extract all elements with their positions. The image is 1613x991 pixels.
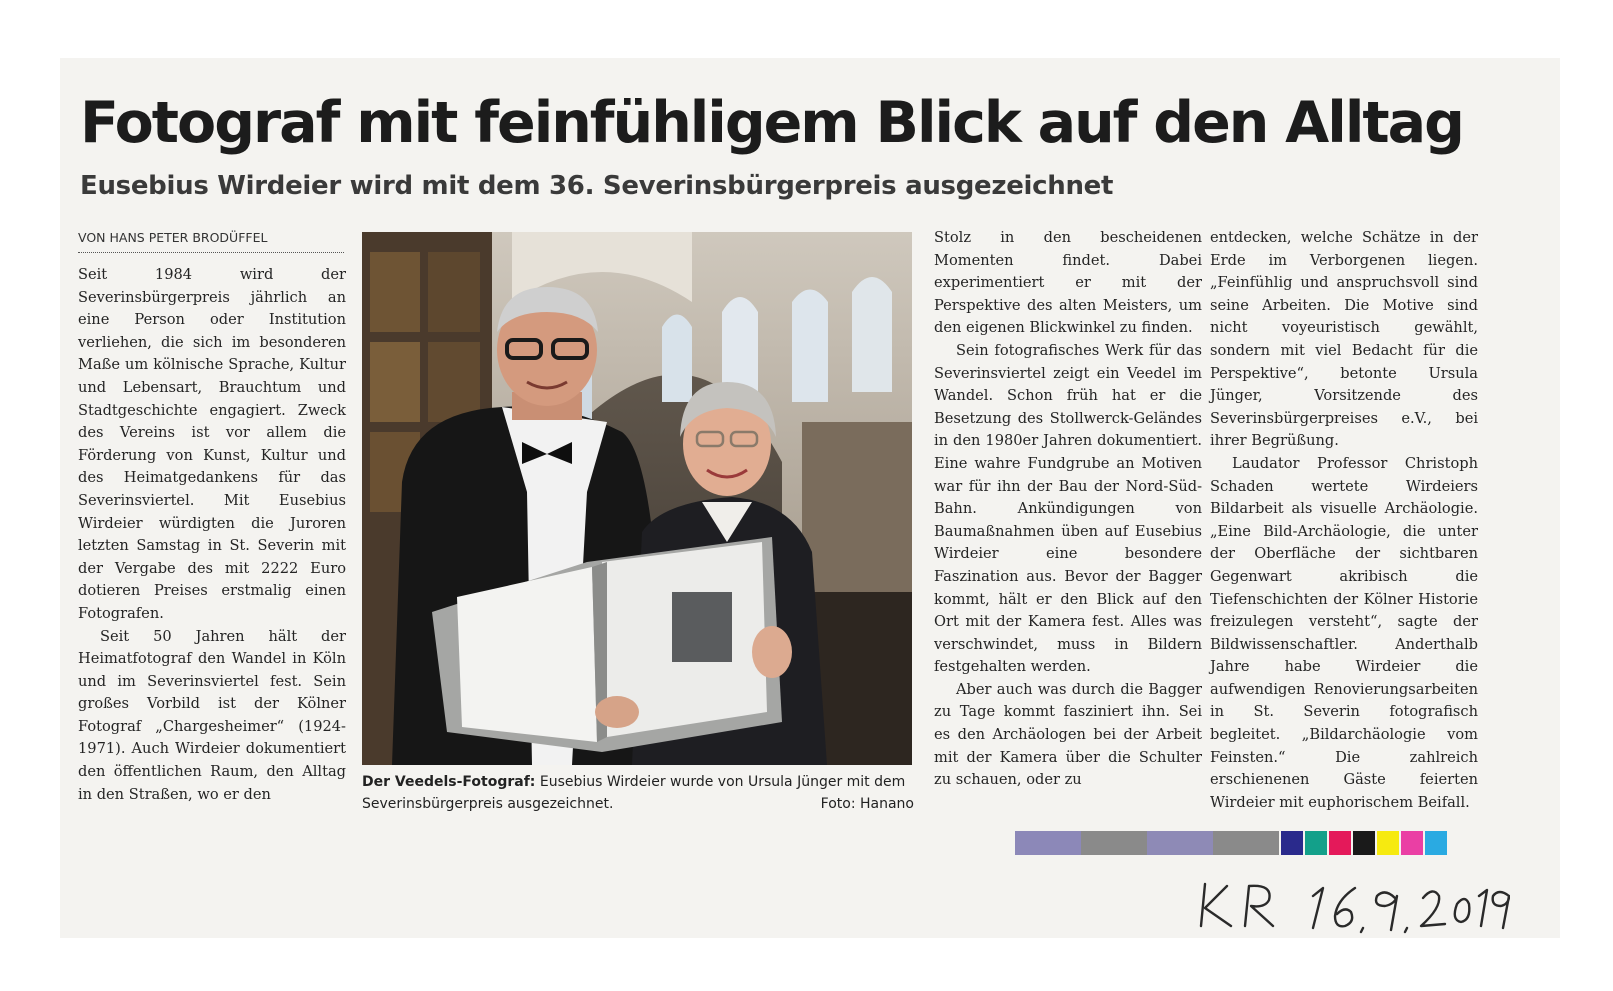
color-swatch: [1329, 831, 1351, 855]
article-byline: VON HANS PETER BRODÜFFEL: [78, 229, 344, 253]
article-headline: Fotograf mit feinfühligem Blick auf den Alltag: [80, 90, 1463, 156]
color-swatch: [1081, 831, 1147, 855]
paragraph: entdecken, welche Schätze in der Erde im Verborgenen liegen. „Feinfühlig und anspruchsvoll sind seine Arbeiten. Die Motive sind nicht voyeuristisch gewählt, sondern mit viel Bedacht für die Perspektive“, betonte Ursula Jünger, Vorsitzende des Severinsbürgerpreises e.V., bei ihrer Begrüßung.: [1210, 229, 1478, 450]
paragraph: Sein fotografisches Werk für das Severinsviertel zeigt ein Veedel im Wandel. Schon früh hat er die Besetzung des Stollwerck-Geländes in den 1980er Jahren dokumentiert. Eine wahre Fundgrube an Motiven war für ihn der Bau der Nord-Süd-Bahn. Ankündigungen von Baumaßnahmen üben auf Eusebius Wirdeier eine besondere Faszination aus. Bevor der Bagger kommt, hält er den Blick auf den Ort mit der Kamera fest. Alles was verschwindet, muss in Bildern festgehalten werden.: [934, 341, 1202, 676]
color-swatch: [1401, 831, 1423, 855]
color-swatch: [1305, 831, 1327, 855]
color-swatch: [1377, 831, 1399, 855]
paragraph: Stolz in den bescheidenen Momenten findet. Dabei experimentiert er mit der Perspektive des alten Meisters, um den eigenen Blickwinkel zu finden.: [934, 229, 1202, 337]
color-swatch: [1147, 831, 1213, 855]
article-column-1: [78, 264, 346, 806]
award-photo: [362, 232, 912, 765]
color-calibration-strip: [1015, 831, 1447, 855]
caption-lead: Der Veedels-Fotograf:: [362, 774, 536, 790]
color-swatch: [1353, 831, 1375, 855]
paragraph: Seit 50 Jahren hält der Heimatfotograf den Wandel in Köln und im Severinsviertel fest. Sein großes Vorbild ist der Kölner Fotograf „Chargesheimer“ (1924-1971). Auch Wirdeier dokumentiert den öffentlichen Raum, den Alltag in den Straßen, wo er den: [78, 627, 346, 803]
article-subheadline: Eusebius Wirdeier wird mit dem 36. Severinsbürgerpreis ausgezeichnet: [80, 171, 1114, 201]
handwritten-date-note: [1195, 874, 1510, 934]
paragraph: Aber auch was durch die Bagger zu Tage kommt fasziniert ihn. Sei es den Archäologen bei der Arbeit mit der Kamera über die Schulter zu schauen, oder zu: [934, 680, 1202, 789]
paragraph: Seit 1984 wird der Severinsbürgerpreis jährlich an eine Person oder Institution verliehen, die sich im besonderen Maße um kölnische Sprache, Kultur und Lebensart, Brauchtum und Stadtgeschichte engagiert. Zweck des Vereins ist vor allem die Förderung von Kunst, Kultur und des Heimatgedankens für das Severinsviertel. Mit Eusebius Wirdeier würdigten die Juroren letzten Samstag in St. Severin mit der Vergabe des mit 2222 Euro dotieren Preises erstmalig einen Fotografen.: [78, 266, 346, 622]
color-swatch: [1281, 831, 1303, 855]
paragraph: Laudator Professor Christoph Schaden wertete Wirdeiers Bildarbeit als visuelle Archäologie. „Eine Bild-Archäologie, die unter der Oberfläche der sichtbaren Gegenwart akribisch die Tiefenschichten der Kölner Historie freizulegen versteht“, sagte der Bildwissenschaftler. Anderthalb Jahre habe Wirdeier die aufwendigen Renovierungsarbeiten in St. Severin fotografisch begleitet. „Bildarchäologie vom Feinsten.“ Die zahlreich erschienenen Gäste feierten Wirdeier mit euphorischem Beifall.: [1210, 454, 1478, 811]
article-column-4: [1210, 227, 1478, 814]
color-swatch: [1213, 831, 1279, 855]
color-swatch: [1015, 831, 1081, 855]
caption-text: Eusebius Wirdeier wurde von Ursula Jünger mit dem Severinsbürgerpreis ausgezeichnet.: [362, 774, 906, 812]
color-swatch: [1425, 831, 1447, 855]
photo-caption: [362, 771, 914, 815]
photo-credit: Foto: Hanano: [820, 796, 914, 812]
article-column-3: [934, 227, 1202, 792]
